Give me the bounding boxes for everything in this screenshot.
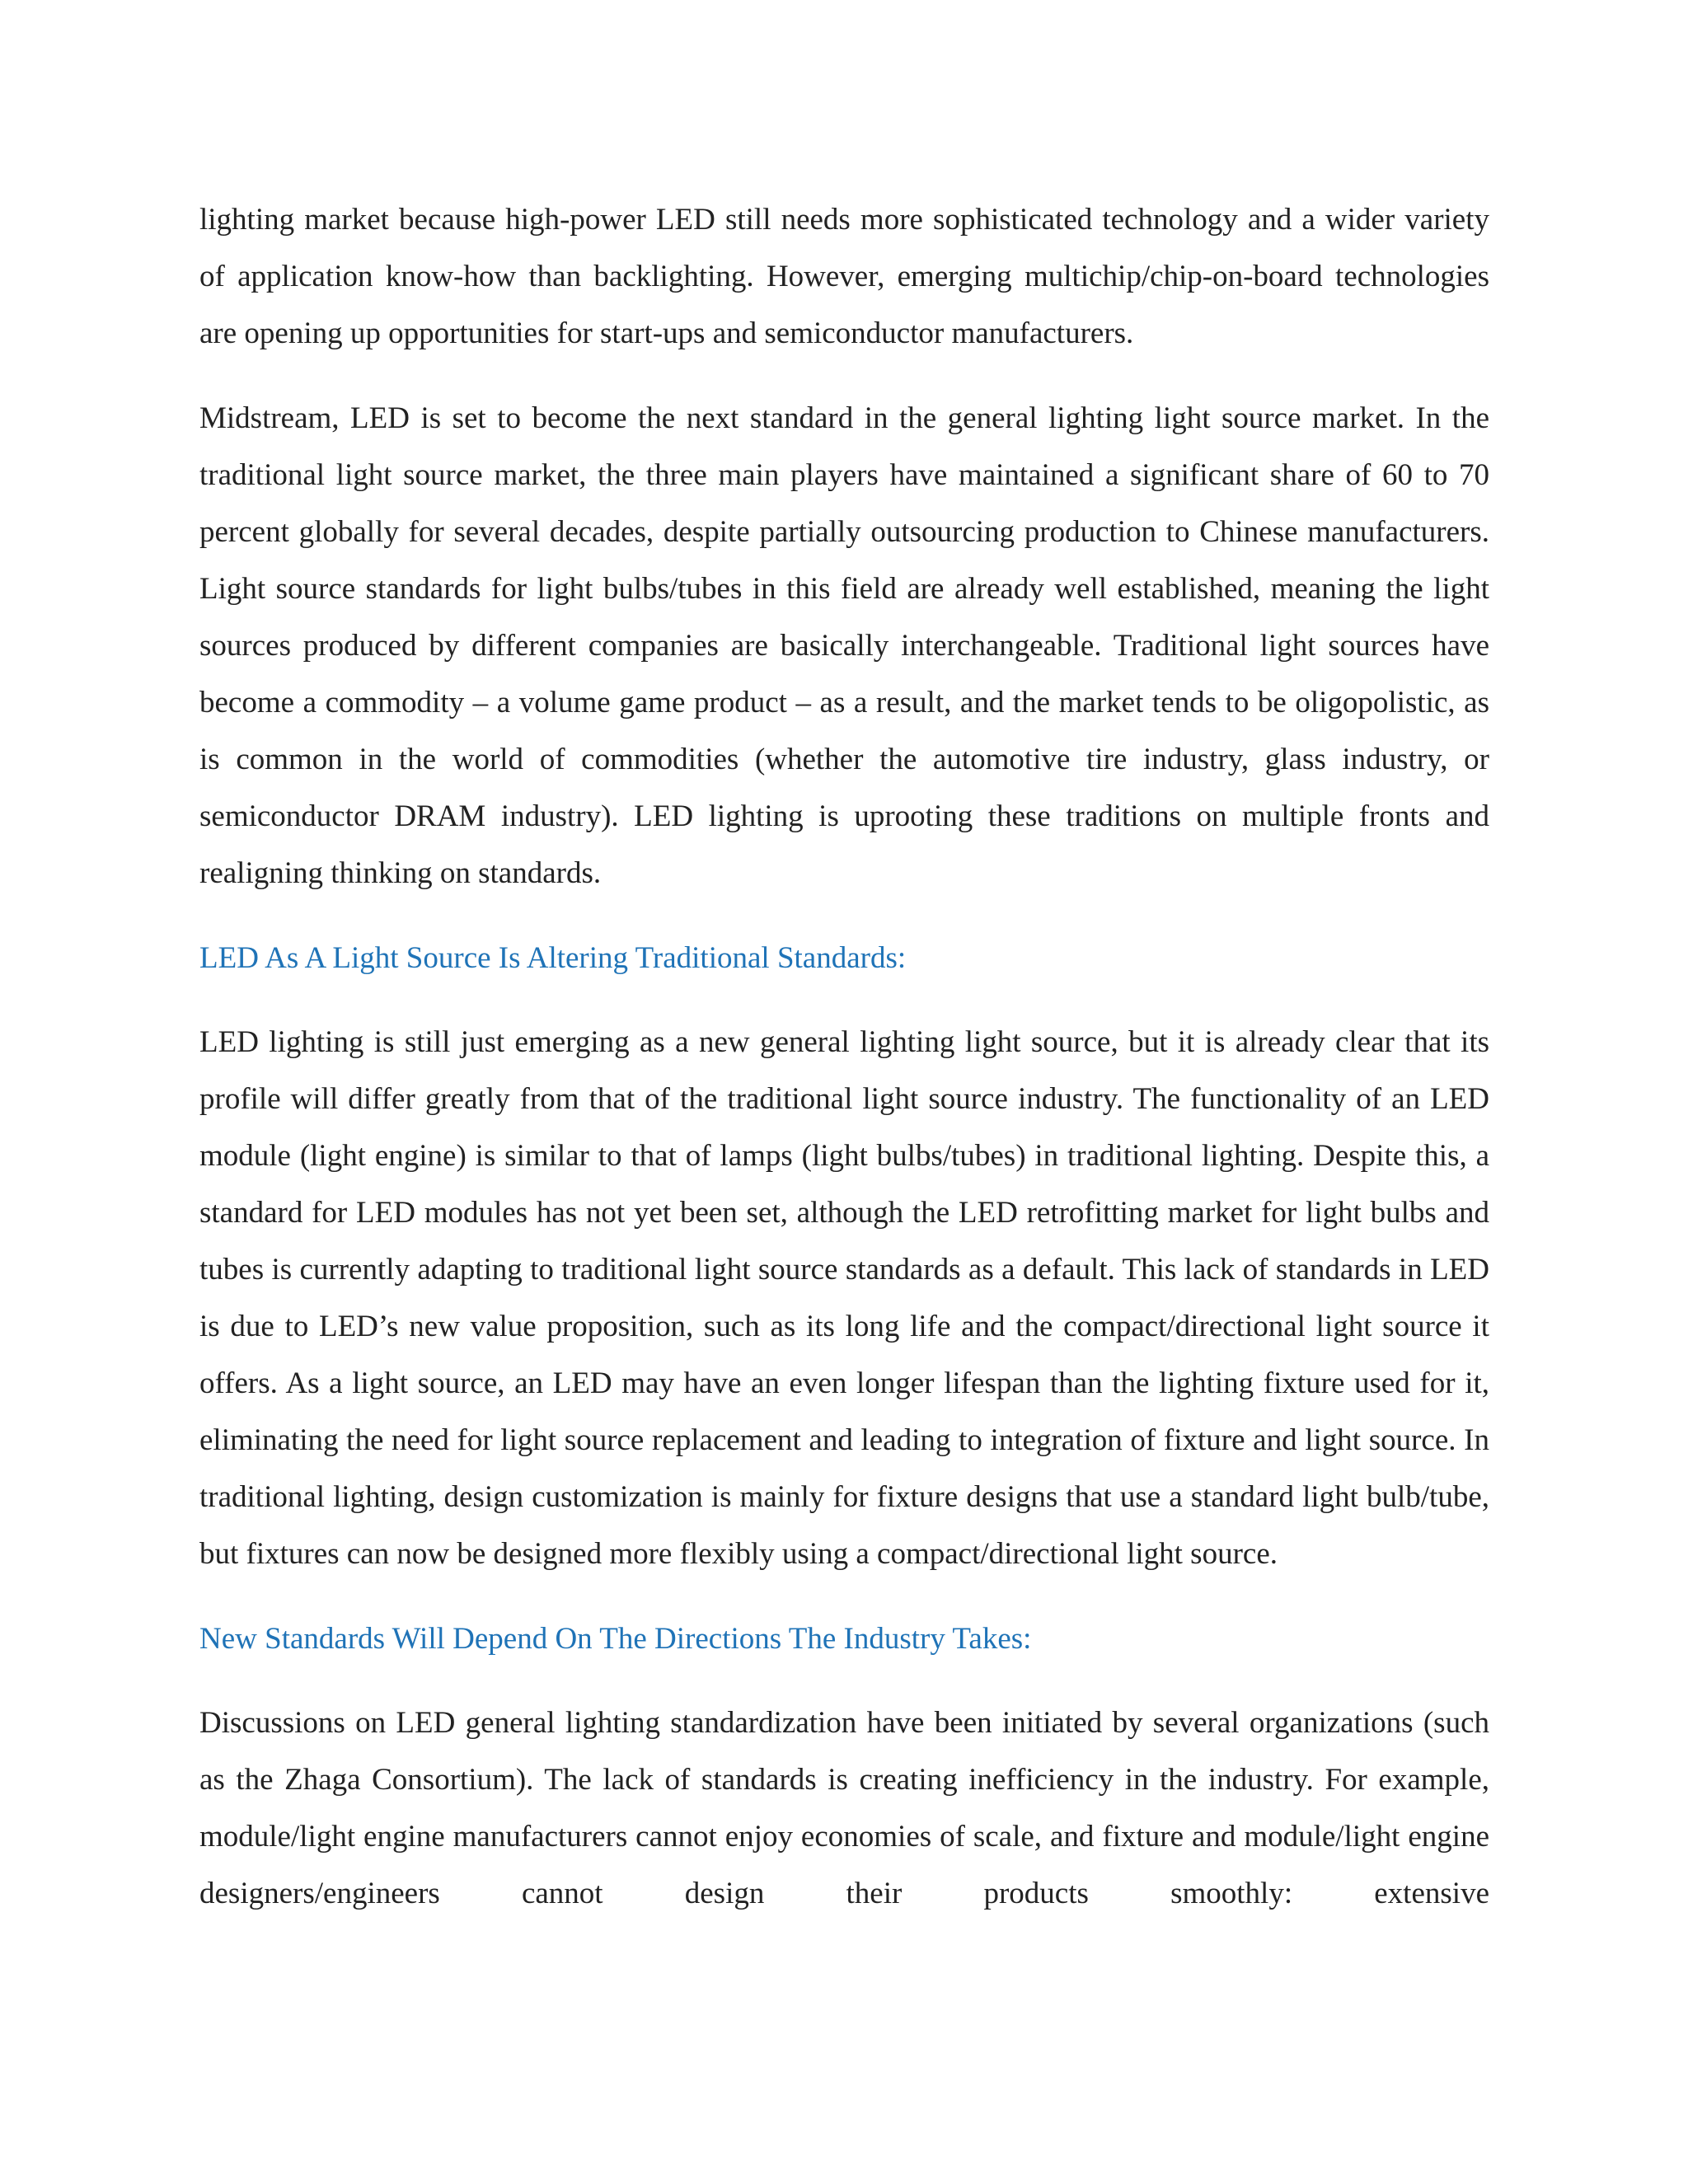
- paragraph-lighting-market: lighting market because high-power LED still needs more sophisticated technology and a wider variety of application know-how than backlighting. However, emerging multichip/chip-on-board technologies are opening up opportunities for start-ups and semiconductor manufacturers.: [199, 203, 1489, 350]
- document-body: [199, 191, 1489, 1950]
- paragraph-midstream: Midstream, LED is set to become the next standard in the general lighting light source market. In the traditional light source market, the three main players have maintained a significant share of 60 to 70 percent globally for several decades, despite partially outsourcing production to Chinese manufacturers. Light source standards for light bulbs/tubes in this field are already well established, meaning the light sources produced by different companies are basically interchangeable. Traditional light sources have become a commodity – a volume game product – as a result, and the market tends to be oligopolistic, as is common in the world of commodities (whether the automotive tire industry, glass industry, or semiconductor DRAM industry). LED lighting is uprooting these traditions on multiple fronts and realigning thinking on standards.: [199, 401, 1489, 890]
- section-heading-new-standards: New Standards Will Depend On The Directions The Industry Takes:: [199, 1622, 1032, 1656]
- paragraph-led-emerging: LED lighting is still just emerging as a new general lighting light source, but it is already clear that its profile will differ greatly from that of the traditional light source industry. The functionality of an LED module (light engine) is similar to that of lamps (light bulbs/tubes) in traditional lighting. Despite this, a standard for LED modules has not yet been set, although the LED retrofitting market for light bulbs and tubes is currently adapting to traditional light source standards as a default. This lack of standards in LED is due to LED’s new value proposition, such as its long life and the compact/directional light source it offers. As a light source, an LED may have an even longer lifespan than the lighting fixture used for it, eliminating the need for light source replacement and leading to integration of fixture and light source. In traditional lighting, design customization is mainly for fixture designs that use a standard light bulb/tube, but fixtures can now be designed more flexibly using a compact/directional light source.: [199, 1025, 1489, 1571]
- paragraph-standardization-discussions: Discussions on LED general lighting standardization have been initiated by several organizations (such as the Zhaga Consortium). The lack of standards is creating inefficiency in the industry. For example, module/light engine manufacturers cannot enjoy economies of scale, and fixture and module/light engine designers/engineers cannot design their products smoothly: extensive: [199, 1706, 1489, 1910]
- section-heading-led-light-source: LED As A Light Source Is Altering Traditional Standards:: [199, 941, 907, 975]
